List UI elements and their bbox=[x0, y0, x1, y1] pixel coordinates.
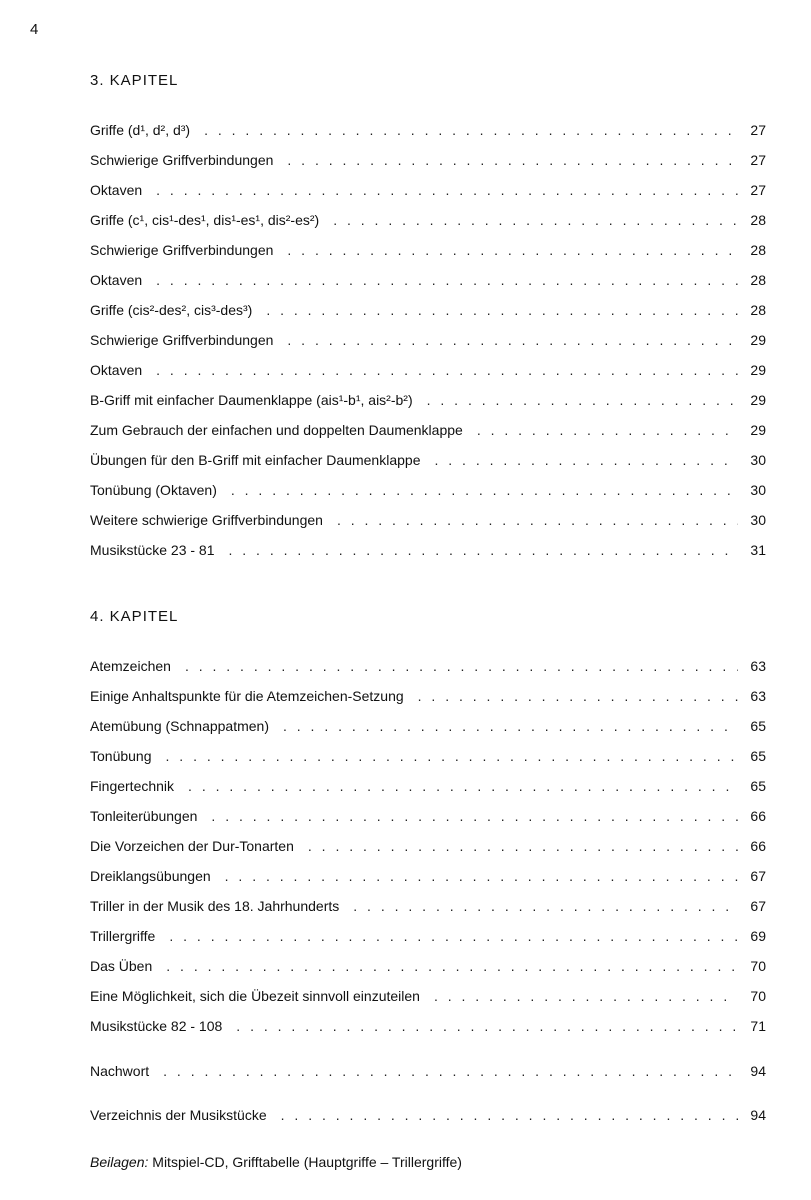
toc-entry bbox=[90, 240, 766, 270]
toc-dot-leader bbox=[163, 1061, 738, 1081]
toc-entry bbox=[90, 776, 766, 806]
toc-entry-title: Schwierige Griffverbindungen bbox=[90, 332, 274, 348]
toc-entry-title: Schwierige Griffverbindungen bbox=[90, 152, 274, 168]
toc-entry-page: 67 bbox=[750, 898, 766, 914]
toc-dot-leader bbox=[287, 240, 738, 260]
toc-dot-leader bbox=[281, 1105, 738, 1125]
toc-entry-title: Griffe (d¹, d², d³) bbox=[90, 122, 191, 138]
enclosures-text: Mitspiel-CD, Grifftabelle (Hauptgriffe – Trillergriffe) bbox=[152, 1154, 462, 1170]
toc-entry-title: Fingertechnik bbox=[90, 778, 175, 794]
toc-dot-leader bbox=[308, 836, 738, 856]
toc-entry-afterword bbox=[90, 1061, 766, 1091]
toc-dot-leader bbox=[225, 866, 738, 886]
toc-entry-title: Atemübung (Schnappatmen) bbox=[90, 718, 269, 734]
page-number: 4 bbox=[30, 21, 39, 38]
toc-entry-page: 65 bbox=[750, 748, 766, 764]
toc-entry-title: Nachwort bbox=[90, 1063, 150, 1079]
toc-entry-title: Musikstücke 23 - 81 bbox=[90, 542, 215, 558]
toc-entry bbox=[90, 716, 766, 746]
enclosures-label: Beilagen: bbox=[90, 1154, 149, 1170]
toc-entry bbox=[90, 540, 766, 570]
toc-entry-page: 28 bbox=[750, 302, 766, 318]
toc-entry-page: 65 bbox=[750, 778, 766, 794]
toc-entry-title: Tonübung (Oktaven) bbox=[90, 482, 217, 498]
chapter-4-toc bbox=[90, 656, 766, 1046]
toc-entry-page: 28 bbox=[750, 212, 766, 228]
toc-dot-leader bbox=[156, 180, 738, 200]
toc-entry-page: 94 bbox=[750, 1063, 766, 1079]
toc-dot-leader bbox=[353, 896, 738, 916]
toc-entry-page: 29 bbox=[750, 362, 766, 378]
toc-dot-leader bbox=[434, 450, 738, 470]
toc-entry-page: 30 bbox=[750, 452, 766, 468]
toc-dot-leader bbox=[287, 330, 738, 350]
toc-dot-leader bbox=[236, 1016, 738, 1036]
toc-dot-leader bbox=[427, 390, 738, 410]
toc-entry bbox=[90, 210, 766, 240]
toc-dot-leader bbox=[287, 150, 738, 170]
toc-entry-page: 71 bbox=[750, 1018, 766, 1034]
toc-entry-title: Griffe (cis²-des², cis³-des³) bbox=[90, 302, 253, 318]
toc-entry-title: Verzeichnis der Musikstücke bbox=[90, 1107, 267, 1123]
toc-entry-title: Schwierige Griffverbindungen bbox=[90, 242, 274, 258]
toc-dot-leader bbox=[283, 716, 738, 736]
toc-entry-page: 70 bbox=[750, 988, 766, 1004]
toc-entry-page: 65 bbox=[750, 718, 766, 734]
toc-entry bbox=[90, 360, 766, 390]
toc-entry bbox=[90, 836, 766, 866]
toc-entry bbox=[90, 120, 766, 150]
toc-entry-title: Oktaven bbox=[90, 182, 143, 198]
toc-entry-page: 66 bbox=[750, 808, 766, 824]
toc-entry-page: 27 bbox=[750, 122, 766, 138]
toc-dot-leader bbox=[166, 746, 738, 766]
toc-dot-leader bbox=[156, 360, 738, 380]
toc-entry-title: Atemzeichen bbox=[90, 658, 171, 674]
toc-entry-page: 67 bbox=[750, 868, 766, 884]
toc-entry-page: 28 bbox=[750, 242, 766, 258]
toc-entry-page: 28 bbox=[750, 272, 766, 288]
toc-entry-title: Trillergriffe bbox=[90, 928, 156, 944]
toc-entry bbox=[90, 480, 766, 510]
toc-entry bbox=[90, 420, 766, 450]
toc-entry-page: 30 bbox=[750, 482, 766, 498]
enclosures-note bbox=[90, 1154, 462, 1170]
toc-entry bbox=[90, 150, 766, 180]
toc-entry bbox=[90, 986, 766, 1016]
toc-dot-leader bbox=[418, 686, 738, 706]
toc-entry-page: 29 bbox=[750, 392, 766, 408]
toc-entry bbox=[90, 1016, 766, 1046]
chapter-3-heading: 3. KAPITEL bbox=[90, 72, 179, 89]
toc-entry-page: 29 bbox=[750, 332, 766, 348]
toc-entry-title: B-Griff mit einfacher Daumenklappe (ais¹-b¹, ais²-b²) bbox=[90, 392, 413, 408]
toc-entry bbox=[90, 510, 766, 540]
toc-entry bbox=[90, 926, 766, 956]
toc-dot-leader bbox=[185, 656, 738, 676]
toc-dot-leader bbox=[156, 270, 738, 290]
toc-dot-leader bbox=[337, 510, 738, 530]
toc-entry-title: Einige Anhaltspunkte für die Atemzeichen-Setzung bbox=[90, 688, 404, 704]
toc-entry-page: 69 bbox=[750, 928, 766, 944]
toc-entry-title: Triller in der Musik des 18. Jahrhunderts bbox=[90, 898, 340, 914]
toc-entry-title: Tonleiterübungen bbox=[90, 808, 198, 824]
toc-entry-page: 27 bbox=[750, 152, 766, 168]
toc-entry-title: Griffe (c¹, cis¹-des¹, dis¹-es¹, dis²-es²) bbox=[90, 212, 320, 228]
toc-entry-title: Das Üben bbox=[90, 958, 153, 974]
toc-entry bbox=[90, 330, 766, 360]
toc-entry-title: Oktaven bbox=[90, 272, 143, 288]
toc-dot-leader bbox=[229, 540, 739, 560]
chapter-3-toc bbox=[90, 120, 766, 570]
toc-entry bbox=[90, 390, 766, 420]
toc-dot-leader bbox=[211, 806, 738, 826]
toc-dot-leader bbox=[231, 480, 738, 500]
chapter-4-heading: 4. KAPITEL bbox=[90, 608, 179, 625]
toc-entry-title: Tonübung bbox=[90, 748, 152, 764]
toc-entry-title: Eine Möglichkeit, sich die Übezeit sinnvoll einzuteilen bbox=[90, 988, 420, 1004]
toc-dot-leader bbox=[188, 776, 738, 796]
toc-entry-title: Übungen für den B-Griff mit einfacher Daumenklappe bbox=[90, 452, 421, 468]
toc-entry bbox=[90, 450, 766, 480]
toc-entry bbox=[90, 806, 766, 836]
toc-entry bbox=[90, 956, 766, 986]
toc-dot-leader bbox=[204, 120, 738, 140]
toc-entry-page: 94 bbox=[750, 1107, 766, 1123]
toc-entry bbox=[90, 866, 766, 896]
toc-entry-page: 70 bbox=[750, 958, 766, 974]
toc-dot-leader bbox=[169, 926, 738, 946]
toc-entry-page: 29 bbox=[750, 422, 766, 438]
toc-entry-page: 30 bbox=[750, 512, 766, 528]
toc-dot-leader bbox=[477, 420, 738, 440]
toc-entry-page: 31 bbox=[750, 542, 766, 558]
toc-entry-title: Weitere schwierige Griffverbindungen bbox=[90, 512, 323, 528]
toc-entry-title: Oktaven bbox=[90, 362, 143, 378]
toc-entry-page: 63 bbox=[750, 688, 766, 704]
toc-dot-leader bbox=[333, 210, 738, 230]
toc-entry bbox=[90, 896, 766, 926]
toc-entry bbox=[90, 180, 766, 210]
toc-entry bbox=[90, 746, 766, 776]
toc-entry bbox=[90, 686, 766, 716]
toc-entry-title: Dreiklangsübungen bbox=[90, 868, 211, 884]
toc-dot-leader bbox=[266, 300, 738, 320]
toc-entry-page: 63 bbox=[750, 658, 766, 674]
toc-entry-index bbox=[90, 1105, 766, 1135]
toc-entry-page: 27 bbox=[750, 182, 766, 198]
toc-dot-leader bbox=[434, 986, 738, 1006]
toc-entry bbox=[90, 656, 766, 686]
toc-entry bbox=[90, 270, 766, 300]
toc-entry bbox=[90, 300, 766, 330]
toc-entry-title: Zum Gebrauch der einfachen und doppelten Daumenklappe bbox=[90, 422, 463, 438]
toc-entry-page: 66 bbox=[750, 838, 766, 854]
toc-entry-title: Musikstücke 82 - 108 bbox=[90, 1018, 223, 1034]
toc-dot-leader bbox=[166, 956, 738, 976]
toc-entry-title: Die Vorzeichen der Dur-Tonarten bbox=[90, 838, 294, 854]
